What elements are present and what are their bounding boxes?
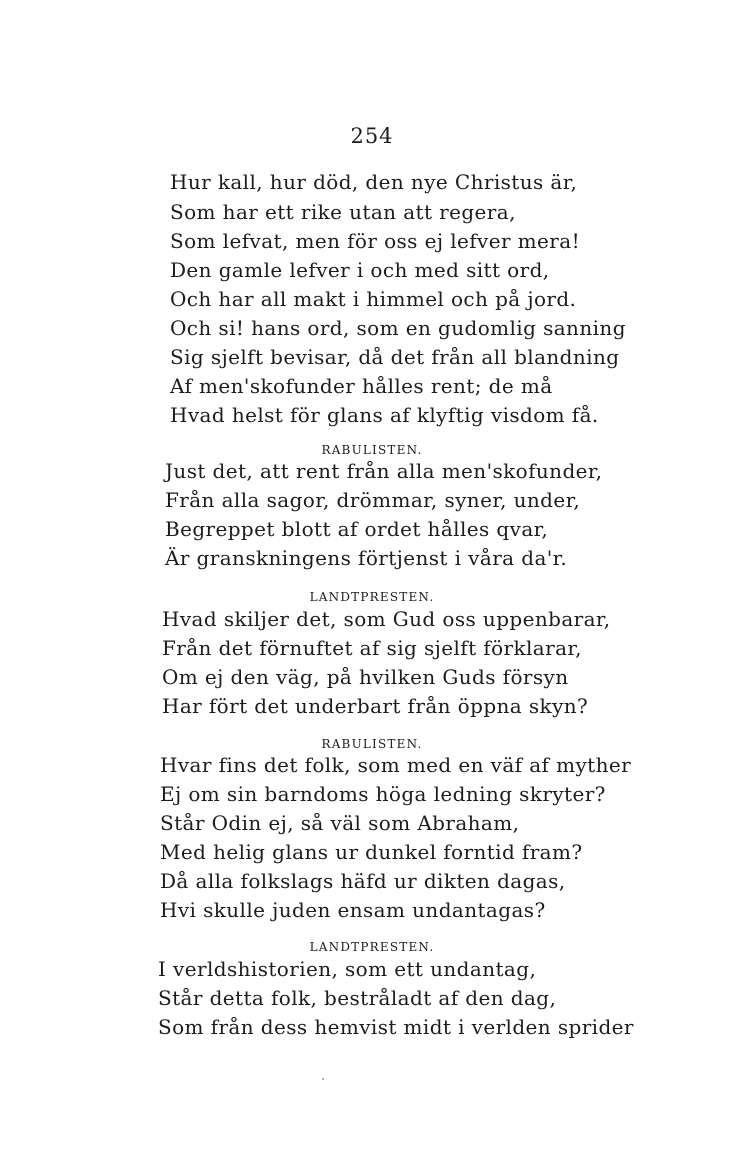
verse-line: Ej om sin barndoms höga ledning skryter? [160, 782, 606, 806]
verse-line: Är granskningens förtjenst i våra da'r. [165, 546, 568, 570]
speaker-name: RABULISTEN. [321, 737, 423, 751]
verse-line: Som lefvat, men för oss ej lefver mera! [170, 229, 581, 253]
verse-line: Om ej den väg, på hvilken Guds försyn [162, 665, 569, 689]
verse-line: Begreppet blott af ordet hålles qvar, [165, 517, 549, 541]
verse-line: Den gamle lefver i och med sitt ord, [170, 258, 550, 282]
speaker-name: LANDTPRESTEN. [309, 940, 435, 954]
verse-line: Står Odin ej, så väl som Abraham, [160, 811, 520, 835]
page-number: 254 [350, 124, 394, 148]
verse-line: Hvad skiljer det, som Gud oss uppenbarar, [162, 607, 611, 631]
speaker-name: RABULISTEN. [321, 443, 423, 457]
verse-line: Med helig glans ur dunkel forntid fram? [160, 840, 583, 864]
verse-line: Just det, att rent från alla men'skofunder, [165, 459, 603, 483]
verse-line: Som från dess hemvist midt i verlden sprider [158, 1015, 634, 1039]
print-speck [322, 1078, 324, 1080]
verse-line: Då alla folkslags häfd ur dikten dagas, [160, 869, 566, 893]
verse-line: Och har all makt i himmel och på jord. [170, 287, 577, 311]
verse-line: I verldshistorien, som ett undantag, [158, 957, 537, 981]
verse-line: Från alla sagor, drömmar, syner, under, [165, 488, 581, 512]
verse-line: Står detta folk, bestråladt af den dag, [158, 986, 557, 1010]
verse-line: Som har ett rike utan att regera, [170, 200, 516, 224]
verse-line: Af men'skofunder hålles rent; de må [170, 374, 553, 398]
verse-line: Hvar fins det folk, som med en väf af myther [160, 753, 632, 777]
verse-line: Har fört det underbart från öppna skyn? [162, 694, 589, 718]
verse-line: Från det förnuftet af sig sjelft förklarar, [162, 636, 582, 660]
verse-line: Hvi skulle juden ensam undantagas? [160, 898, 546, 922]
verse-line: Hvad helst för glans af klyftig visdom få. [170, 403, 599, 427]
speaker-name: LANDTPRESTEN. [309, 590, 435, 604]
verse-line: Och si! hans ord, som en gudomlig sanning [170, 316, 626, 340]
verse-line: Hur kall, hur död, den nye Christus är, [170, 170, 578, 194]
verse-line: Sig sjelft bevisar, då det från all blandning [170, 345, 620, 369]
